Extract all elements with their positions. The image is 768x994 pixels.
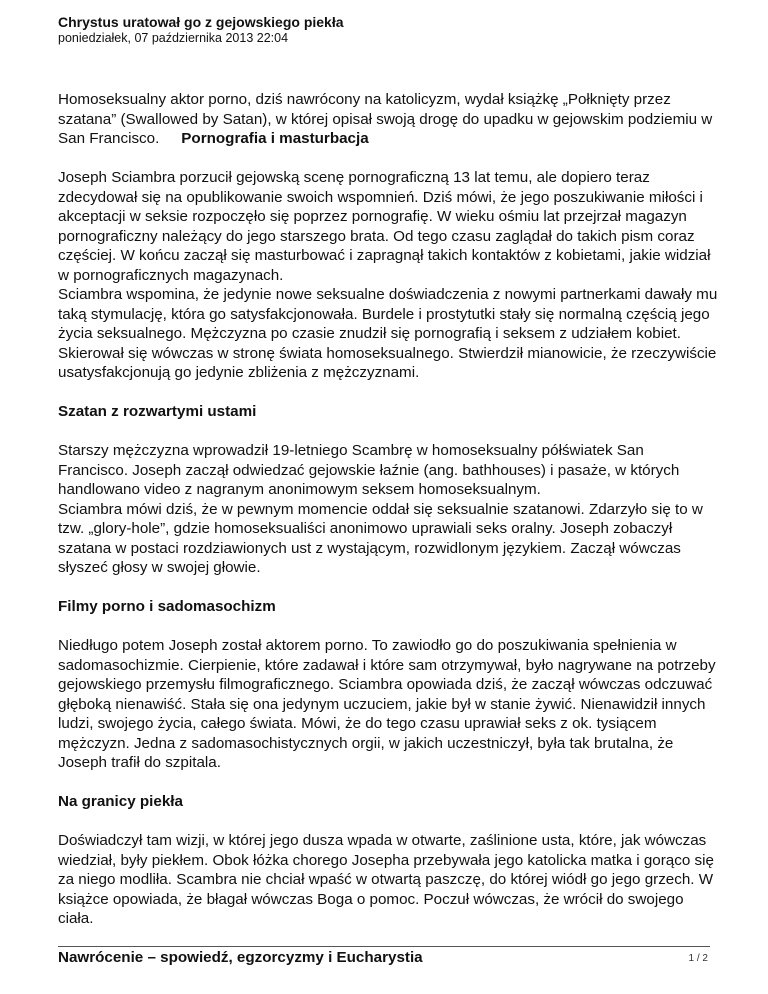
section-heading: Filmy porno i sadomasochizm [58, 598, 276, 615]
document-header [58, 14, 344, 46]
footer-divider [58, 946, 710, 947]
section-heading: Na granicy piekła [58, 793, 183, 810]
paragraph-text: Starszy mężczyzna wprowadził 19-letniego Scambrę w homoseksualny półświatek San Francisco. Joseph zaczął odwiedzać gejowskie łaźnie (ang. bathhouses) i pasaże, w których handlowano video z nagranym anonimowym seksem homoseksualnym. [58, 442, 680, 498]
paragraph [58, 636, 718, 773]
article-title: Chrystus uratował go z gejowskiego piekła [58, 14, 344, 30]
paragraph [58, 500, 718, 578]
paragraph-text: Joseph Sciambra porzucił gejowską scenę pornograficzną 13 lat temu, ale dopiero teraz zdecydował się na opublikowanie swoich wspomnień. Dziś mówi, że jego poszukiwanie miłości i akceptacji w seksie rozpoczęło się poprzez pornografię. W wieku ośmiu lat przejrzał magazyn pornograficzny należący do jego starszego brata. Od tego czasu zaglądał do takich pism coraz częściej. W końcu zaczął się masturbować i zapragnął takich kontaktów z kobietami, jakie widział w pornograficznych magazynach. [58, 169, 711, 284]
article-date: poniedziałek, 07 października 2013 22:04 [58, 31, 289, 45]
intro-paragraph [58, 90, 718, 149]
page-number: 1 / 2 [688, 953, 708, 964]
paragraph [58, 285, 718, 383]
paragraph [58, 441, 718, 500]
section-heading: Nawrócenie – spowiedź, egzorcyzmy i Eucharystia [58, 949, 423, 966]
section-heading: Szatan z rozwartymi ustami [58, 403, 257, 420]
paragraph-text: Niedługo potem Joseph został aktorem porno. To zawiodło go do poszukiwania spełnienia w sadomasochizmie. Cierpienie, które zadawał i które sam otrzymywał, było nagrywane na potrzeby gejowskiego przemysłu filmograficznego. Sciambra opowiada dziś, że zaczął wówczas odczuwać głęboką nienawiść. Stała się ona jedynym uczuciem, jakie był w stanie żywić. Nienawidził innych ludzi, swojego życia, całego świata. Mówi, że do tego czasu uprawiał seks z ok. tysiącem mężczyzn. Jedna z sadomasochistycznych orgii, w jakich uczestniczył, była tak brutalna, że Joseph trafił do szpitala. [58, 637, 716, 771]
intro-text: Homoseksualny aktor porno, dziś nawrócony na katolicyzm, wydał książkę „Połknięty przez szatana” (Swallowed by Satan), w której opisał swoją drogę do upadku w gejowskim podziemiu w San Francisco. [58, 91, 713, 147]
section-heading-pornografia: Pornografia i masturbacja [181, 130, 369, 147]
paragraph-text: Sciambra mówi dziś, że w pewnym momencie oddał się seksualnie szatanowi. Zdarzyło się to w tzw. „glory-hole”, gdzie homoseksualiści anonimowo uprawiali seks oralny. Joseph zobaczył szatana w postaci rozdziawionych ust z wystającym, rozwidlonym językiem. Zaczął wówczas słyszeć głosy w swojej głowie. [58, 500, 703, 576]
paragraph [58, 831, 718, 929]
paragraph-text: Sciambra wspomina, że jedynie nowe seksualne doświadczenia z nowymi partnerkami dawały mu taką stymulację, która go satysfakcjonowała. Burdele i prostytutki stały się normalną częścią jego życia seksualnego. Mężczyzna po czasie znudził się pornografią i seksem z udziałem kobiet. Skierował się wówczas w stronę świata homoseksualnego. Stwierdził mianowicie, że rzeczywiście usatysfakcjonują go jedynie zbliżenia z mężczyznami. [58, 286, 718, 381]
paragraph-text: Doświadczył tam wizji, w której jego dusza wpada w otwarte, zaślinione usta, które, jak wówczas wiedział, były piekłem. Obok łóżka chorego Josepha przebywała jego katolicka matka i gorąco się za niego modliła. Scambra nie chciał wpaść w otwartą paszczę, do której wiódł go jego grzech. W książce opowiada, że błagał wówczas Boga o pomoc. Poczuł wówczas, że wrócił do swojego ciała. [58, 832, 714, 927]
paragraph [58, 168, 718, 285]
article-body [58, 90, 718, 987]
